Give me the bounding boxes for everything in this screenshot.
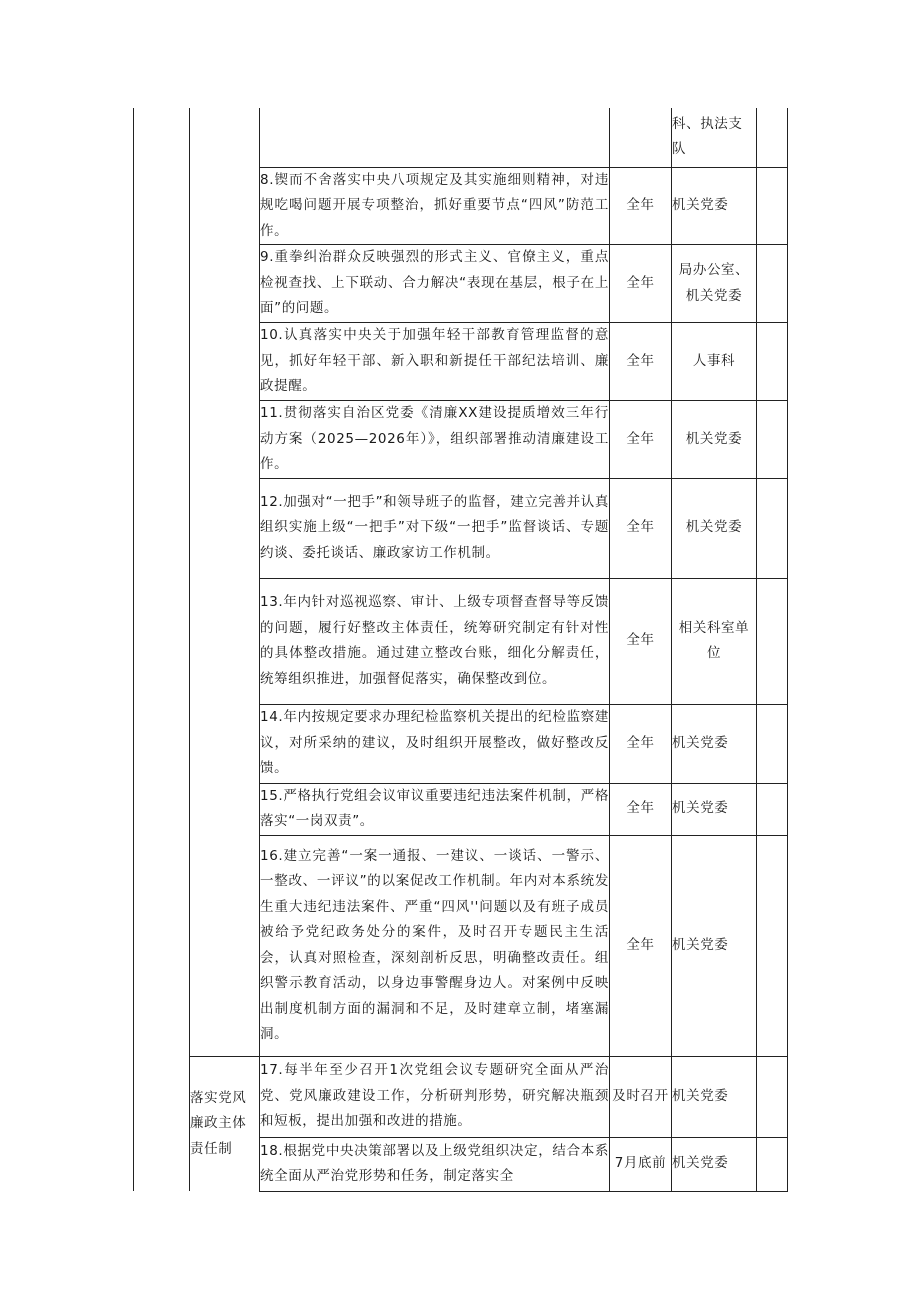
task-note [757, 1137, 788, 1191]
task-responsible: 相关科室单位 [672, 578, 757, 704]
task-note [757, 401, 788, 479]
task-content: 15.严格执行党组会议审议重要违纪违法案件机制，严格落实“一岗双责”。 [260, 783, 610, 835]
task-content: 11.贯彻落实自治区党委《清廉XX建设提质增效三年行动方案（2025—2026年）》，组织部署推动清廉建设工作。 [260, 401, 610, 479]
task-responsible: 机关党委 [672, 1137, 757, 1191]
category-col-b-continued [190, 108, 260, 1056]
task-content: 17.每半年至少召开1次党组会议专题研究全面从严治党、党风廉政建设工作，分析研判形势，研究解决瓶颈和短板，提出加强和改进的措施。 [260, 1056, 610, 1137]
task-time: 全年 [610, 783, 672, 835]
task-responsible: 机关党委 [672, 704, 757, 783]
task-note [757, 704, 788, 783]
task-time: 及时召开 [610, 1056, 672, 1137]
task-time: 全年 [610, 245, 672, 323]
task-content: 18.根据党中央决策部署以及上级党组织决定，结合本系统全面从严治党形势和任务，制定落实全 [260, 1137, 610, 1191]
task-responsible: 机关党委 [672, 783, 757, 835]
task-note [757, 323, 788, 401]
task-content: 12.加强对“一把手”和领导班子的监督，建立完善并认真组织实施上级“一把手”对下级“一把手”监督谈话、专题约谈、委托谈话、廉政家访工作机制。 [260, 478, 610, 578]
task-note [757, 835, 788, 1056]
task-content: 13.年内针对巡视巡察、审计、上级专项督查督导等反馈的问题，履行好整改主体责任，统筹研究制定有针对性的具体整改措施。通过建立整改台账，细化分解责任，统筹组织推进，加强督促落实，确保整改到位。 [260, 578, 610, 704]
task-time: 全年 [610, 167, 672, 245]
task-content: 16.建立完善“一案一通报、一建议、一谈话、一警示、一整改、一评议”的以案促改工作机制。年内对本系统发生重大违纪违法案件、严重“四风''问题以及有班子成员被给予党纪政务处分的案件，及时召开专题民主生活会，认真对照检查，深刻剖析反思，明确整改责任。组织警示教育活动，以身边事警醒身边人。对案例中反映出制度机制方面的漏洞和不足，及时建章立制，堵塞漏洞。 [260, 835, 610, 1056]
task-responsible: 科、执法支队 [672, 108, 757, 167]
table-row [134, 108, 788, 167]
task-time: 全年 [610, 401, 672, 479]
task-content: 9.重拳纠治群众反映强烈的形式主义、官僚主义，重点检视查找、上下联动、合力解决“表现在基层，根子在上面”的问题。 [260, 245, 610, 323]
task-responsible: 机关党委 [672, 1056, 757, 1137]
task-content: 14.年内按规定要求办理纪检监察机关提出的纪检监察建议，对所采纳的建议，及时组织开展整改，做好整改反馈。 [260, 704, 610, 783]
task-note [757, 245, 788, 323]
category-col-a [134, 108, 190, 1191]
task-note [757, 578, 788, 704]
task-responsible: 机关党委 [672, 835, 757, 1056]
task-responsible: 机关党委 [672, 401, 757, 479]
category-label: 落实党风廉政主体责任制 [190, 1056, 260, 1191]
task-content: 10.认真落实中央关于加强年轻干部教育管理监督的意见，抓好年轻干部、新入职和新提任干部纪法培训、廉政提醒。 [260, 323, 610, 401]
task-time: 全年 [610, 578, 672, 704]
task-time: 全年 [610, 704, 672, 783]
table-row [134, 1056, 788, 1137]
task-note [757, 783, 788, 835]
task-note [757, 478, 788, 578]
task-note [757, 167, 788, 245]
task-time: 7月底前 [610, 1137, 672, 1191]
task-time [610, 108, 672, 167]
task-content [260, 108, 610, 167]
task-responsible: 局办公室、机关党委 [672, 245, 757, 323]
task-responsible: 人事科 [672, 323, 757, 401]
task-responsible: 机关党委 [672, 167, 757, 245]
task-content: 8.锲而不舍落实中央八项规定及其实施细则精神，对违规吃喝问题开展专项整治，抓好重要节点“四风”防范工作。 [260, 167, 610, 245]
task-time: 全年 [610, 835, 672, 1056]
task-time: 全年 [610, 478, 672, 578]
task-note [757, 108, 788, 167]
task-note [757, 1056, 788, 1137]
task-responsible: 机关党委 [672, 478, 757, 578]
task-time: 全年 [610, 323, 672, 401]
task-table [133, 108, 788, 1192]
